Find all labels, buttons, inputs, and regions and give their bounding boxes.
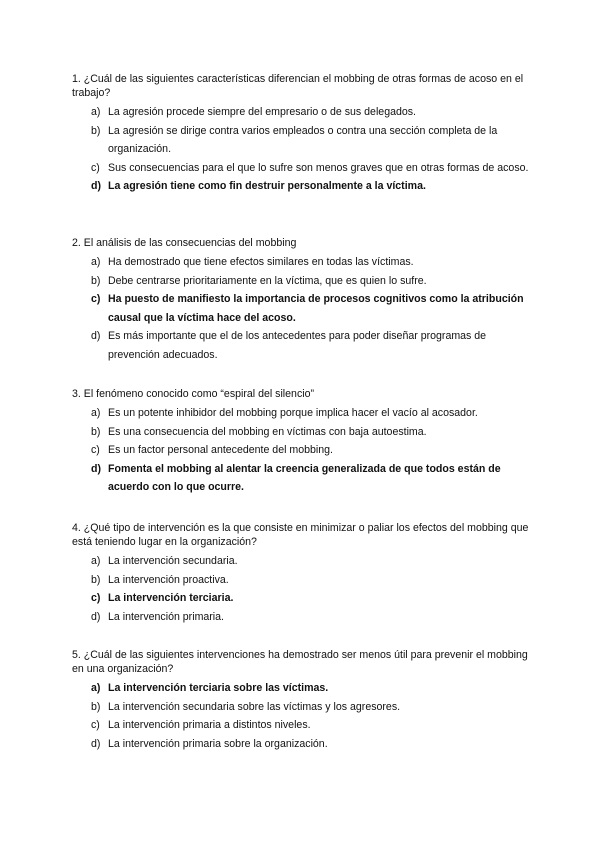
option-c-correct	[72, 290, 532, 327]
option-text: Ha puesto de manifiesto la importancia de procesos cognitivos como la atribución causal que la víctima hace del acoso.	[108, 293, 524, 324]
option-b	[72, 423, 532, 442]
option-a	[72, 103, 532, 122]
option-d-correct	[72, 177, 532, 196]
option-letter: c)	[91, 592, 101, 604]
option-text: La intervención proactiva.	[108, 573, 229, 586]
option-c	[72, 159, 532, 178]
option-a	[72, 253, 532, 272]
question-text: 3. El fenómeno conocido como “espiral del silencio”	[72, 388, 315, 400]
option-list	[72, 679, 532, 753]
question-3	[72, 387, 532, 497]
option-list	[72, 253, 532, 364]
question-5	[72, 648, 532, 753]
option-letter: b)	[91, 700, 101, 713]
option-list	[72, 552, 532, 626]
option-text: Fomenta el mobbing al alentar la creencia generalizada de que todos están de acuerdo con lo que ocurre.	[108, 462, 501, 493]
question-text: 1. ¿Cuál de las siguientes características diferencian el mobbing de otras formas de acoso en el trabajo?	[72, 73, 524, 99]
option-b	[72, 698, 532, 717]
option-letter: d)	[91, 330, 101, 342]
option-letter: d)	[91, 610, 101, 623]
option-text: Es un factor personal antecedente del mobbing.	[108, 444, 333, 456]
option-d	[72, 327, 532, 364]
option-c	[72, 441, 532, 460]
option-letter: b)	[91, 274, 101, 287]
option-list	[72, 404, 532, 497]
option-letter: b)	[91, 425, 101, 438]
option-letter: a)	[91, 106, 101, 118]
option-text: Sus consecuencias para el que lo sufre son menos graves que en otras formas de acoso.	[108, 161, 529, 174]
option-letter: a)	[91, 555, 101, 567]
option-b	[72, 571, 532, 590]
option-letter: c)	[91, 161, 100, 174]
question-text: 4. ¿Qué tipo de intervención es la que consiste en minimizar o paliar los efectos del mobbing que está teniendo lugar en la organización?	[72, 522, 529, 548]
option-letter: c)	[91, 719, 100, 731]
question-1	[72, 72, 532, 196]
option-text: Es una consecuencia del mobbing en víctimas con baja autoestima.	[108, 425, 427, 438]
question-text: 5. ¿Cuál de las siguientes intervenciones ha demostrado ser menos útil para prevenir el mobbing en una organización?	[72, 649, 528, 675]
option-a	[72, 404, 532, 423]
option-letter: d)	[91, 462, 101, 475]
option-letter: a)	[91, 256, 101, 268]
option-letter: a)	[91, 407, 101, 419]
option-text: La intervención terciaria.	[108, 592, 234, 604]
option-letter: c)	[91, 444, 100, 456]
option-d	[72, 608, 532, 627]
option-b	[72, 272, 532, 291]
option-d-correct	[72, 460, 532, 497]
option-text: La intervención primaria.	[108, 610, 224, 623]
option-letter: d)	[91, 737, 101, 750]
question-4	[72, 521, 532, 626]
question-2	[72, 236, 532, 364]
option-list	[72, 103, 532, 196]
option-letter: d)	[91, 180, 101, 192]
option-text: La intervención terciaria sobre las víctimas.	[108, 682, 329, 694]
option-d	[72, 735, 532, 754]
option-text: La intervención primaria a distintos niveles.	[108, 719, 311, 731]
option-text: La agresión se dirige contra varios empleados o contra una sección completa de la organización.	[108, 124, 498, 155]
option-letter: a)	[91, 682, 101, 694]
option-text: La agresión tiene como fin destruir personalmente a la víctima.	[108, 180, 426, 192]
option-text: Es un potente inhibidor del mobbing porque implica hacer el vacío al acosador.	[108, 407, 478, 419]
question-text: 2. El análisis de las consecuencias del mobbing	[72, 237, 297, 249]
option-c-correct	[72, 589, 532, 608]
option-a-correct	[72, 679, 532, 698]
option-b	[72, 122, 532, 159]
option-text: Ha demostrado que tiene efectos similares en todas las víctimas.	[108, 256, 414, 268]
option-c	[72, 716, 532, 735]
option-text: La agresión procede siempre del empresario o de sus delegados.	[108, 106, 416, 118]
option-text: La intervención secundaria sobre las víctimas y los agresores.	[108, 700, 401, 713]
option-text: La intervención primaria sobre la organización.	[108, 737, 328, 750]
option-letter: c)	[91, 293, 101, 305]
option-letter: b)	[91, 573, 101, 586]
option-text: Es más importante que el de los antecedentes para poder diseñar programas de prevención adecuados.	[108, 330, 487, 361]
option-text: La intervención secundaria.	[108, 555, 238, 567]
option-letter: b)	[91, 124, 101, 137]
option-text: Debe centrarse prioritariamente en la víctima, que es quien lo sufre.	[108, 274, 427, 287]
option-a	[72, 552, 532, 571]
